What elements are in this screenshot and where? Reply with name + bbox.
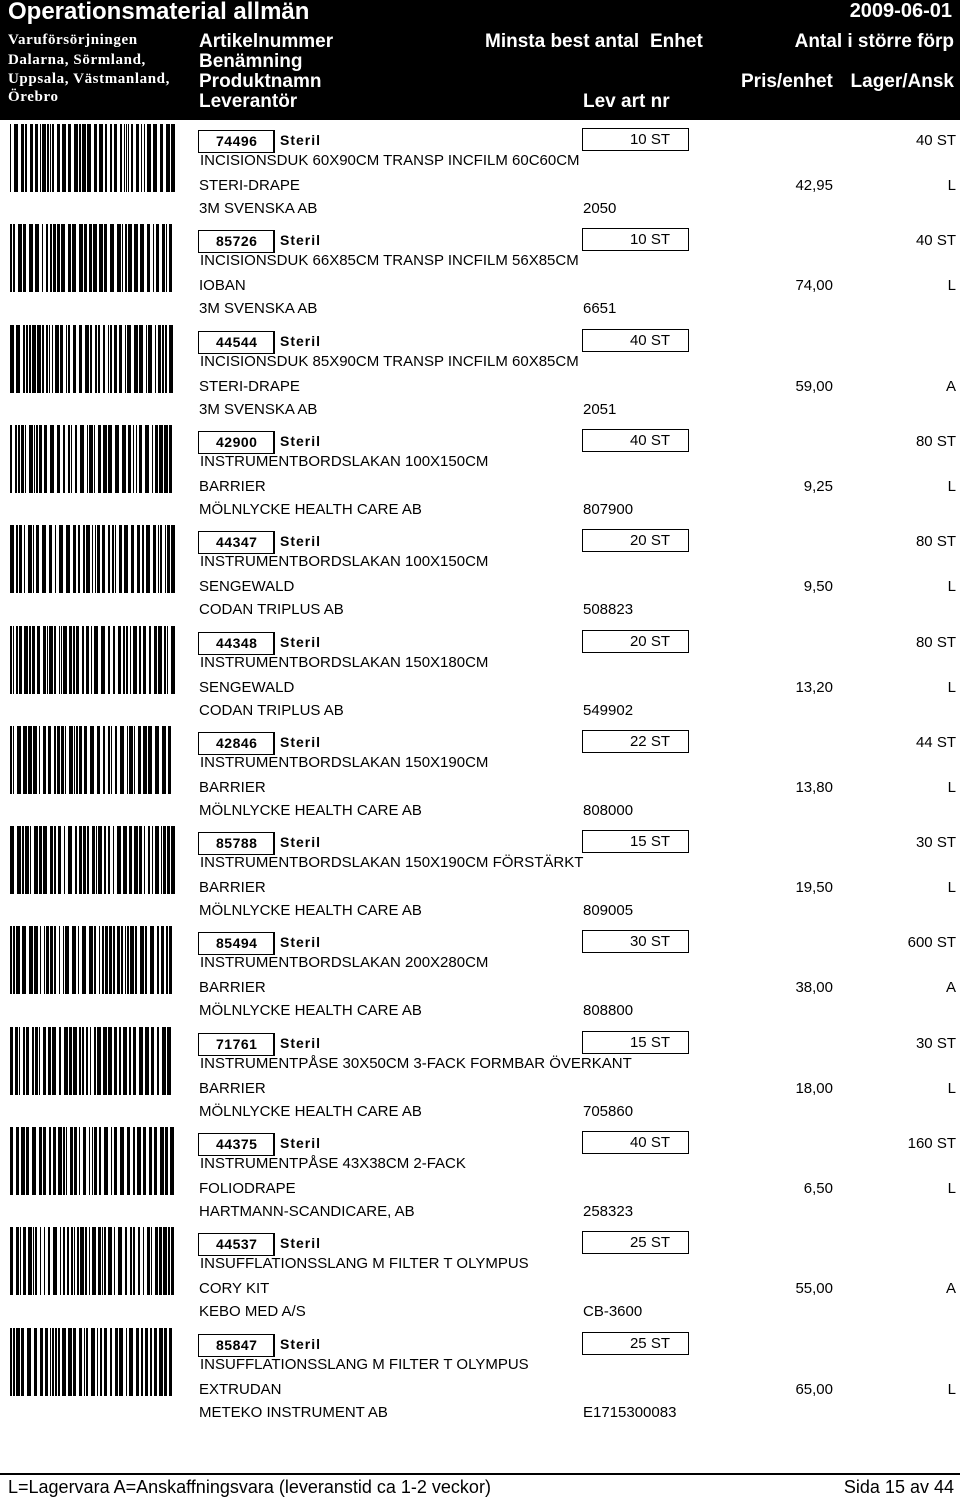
- supplier-article-number: CB-3600: [583, 1303, 643, 1321]
- product-row: [0, 1324, 960, 1424]
- supplier-name: 3M SVENSKA AB: [199, 300, 318, 318]
- page-footer: [0, 1473, 960, 1499]
- article-number-box: [198, 1233, 275, 1256]
- larger-pack-quantity: 40 ST: [915, 132, 956, 149]
- product-name: IOBAN: [199, 277, 246, 295]
- larger-pack-quantity: 30 ST: [915, 1034, 956, 1052]
- supplier-name: MÖLNLYCKE HEALTH CARE AB: [199, 1102, 422, 1120]
- min-order-box: [582, 1131, 689, 1154]
- min-order-quantity: 10 ST: [629, 231, 670, 249]
- stock-type: L: [947, 578, 956, 596]
- min-order-box: [582, 429, 689, 452]
- article-number: 71761: [216, 1035, 258, 1052]
- supplier-article-number: E1715300083: [583, 1403, 677, 1421]
- supplier-article-number: 807900: [583, 500, 634, 518]
- supplier-article-number: 808000: [583, 801, 634, 819]
- unit-price: 55,00: [795, 1280, 833, 1298]
- unit-price: 9,50: [803, 578, 833, 596]
- stock-type: A: [945, 377, 956, 395]
- supplier-name: KEBO MED A/S: [199, 1303, 306, 1321]
- min-order-quantity: 40 ST: [629, 431, 670, 449]
- article-number-box: [198, 1133, 275, 1156]
- unit-price: 74,00: [795, 277, 833, 295]
- article-number: 85494: [216, 935, 258, 952]
- min-order-box: [582, 228, 689, 251]
- footer-legend: L=Lagervara A=Anskaffningsvara (leveranstid ca 1-2 veckor): [8, 1477, 491, 1497]
- col-produktnamn: Produktnamn: [199, 71, 322, 92]
- sterile-label: Steril: [280, 533, 322, 550]
- product-description: INSUFFLATIONSSLANG M FILTER T OLYMPUS: [200, 1255, 529, 1273]
- supplier-article-number: 549902: [583, 701, 634, 719]
- product-name: STERI-DRAPE: [199, 177, 300, 194]
- supplier-article-number: 258323: [583, 1203, 634, 1220]
- article-number-box: [198, 230, 275, 253]
- product-name: STERI-DRAPE: [199, 377, 300, 395]
- barcode-icon: [10, 224, 175, 292]
- unit-price: 42,95: [795, 177, 833, 194]
- sterile-label: Steril: [280, 834, 322, 851]
- article-number-box: [198, 1334, 275, 1357]
- larger-pack-quantity: 30 ST: [915, 834, 956, 852]
- article-number: 42900: [216, 433, 258, 450]
- stock-type: L: [947, 678, 956, 696]
- barcode-icon: [10, 124, 175, 192]
- supplier-name: MÖLNLYCKE HEALTH CARE AB: [199, 1002, 422, 1020]
- barcode-icon: [10, 626, 175, 694]
- supplier-article-number: 6651: [583, 300, 617, 318]
- min-order-quantity: 15 ST: [629, 1033, 670, 1051]
- col-benamning: Benämning: [199, 51, 303, 72]
- article-number-box: [198, 832, 275, 855]
- col-leverantor: Leverantör: [199, 91, 298, 112]
- min-order-quantity: 25 ST: [629, 1234, 670, 1252]
- product-description: INCISIONSDUK 66X85CM TRANSP INCFILM 56X85CM: [200, 252, 579, 270]
- unit-price: 65,00: [795, 1380, 833, 1398]
- product-description: INCISIONSDUK 60X90CM TRANSP INCFILM 60C60CM: [200, 152, 580, 169]
- barcode-icon: [10, 726, 175, 794]
- product-row: [0, 421, 960, 521]
- min-order-quantity: 20 ST: [629, 632, 670, 650]
- product-name: EXTRUDAN: [199, 1380, 282, 1398]
- product-description: INSTRUMENTBORDSLAKAN 150X190CM FÖRSTÄRKT: [200, 854, 584, 872]
- stock-type: L: [947, 1079, 956, 1097]
- article-number: 85788: [216, 835, 258, 852]
- product-name: BARRIER: [199, 979, 266, 997]
- barcode-icon: [10, 926, 175, 994]
- article-number: 74496: [216, 133, 258, 149]
- supplier-name: 3M SVENSKA AB: [199, 200, 318, 217]
- article-number: 44375: [216, 1136, 258, 1152]
- larger-pack-quantity: 80 ST: [915, 633, 956, 651]
- product-name: CORY KIT: [199, 1280, 270, 1298]
- page-date: 2009-06-01: [849, 0, 952, 22]
- product-row: [0, 321, 960, 421]
- article-number: 44347: [216, 534, 258, 551]
- product-row: [0, 120, 960, 220]
- product-name: BARRIER: [199, 1079, 266, 1097]
- supplier-article-number: 809005: [583, 902, 634, 920]
- col-antal-storre-forp: Antal i större förp: [794, 31, 954, 52]
- sterile-label: Steril: [280, 934, 322, 951]
- unit-price: 59,00: [795, 377, 833, 395]
- article-number-box: [198, 331, 275, 354]
- article-number-box: [198, 431, 275, 454]
- article-number-box: [198, 932, 275, 955]
- min-order-quantity: 25 ST: [629, 1334, 670, 1352]
- min-order-quantity: 40 ST: [629, 331, 670, 349]
- sterile-label: Steril: [280, 633, 322, 650]
- article-number-box: [198, 632, 275, 655]
- supplier-article-number: 508823: [583, 601, 634, 619]
- article-number-box: [198, 130, 275, 153]
- barcode-icon: [10, 325, 175, 393]
- unit-price: 19,50: [795, 879, 833, 897]
- col-lev-art-nr: Lev art nr: [583, 91, 670, 112]
- supplier-name: MÖLNLYCKE HEALTH CARE AB: [199, 902, 422, 920]
- min-order-box: [582, 1332, 689, 1355]
- min-order-quantity: 22 ST: [629, 732, 670, 750]
- sterile-label: Steril: [280, 332, 322, 349]
- region-line-4: Örebro: [8, 89, 59, 105]
- sterile-label: Steril: [280, 232, 322, 249]
- region-line-1: Varuförsörjningen: [8, 32, 138, 48]
- min-order-quantity: 10 ST: [629, 131, 670, 148]
- unit-price: 6,50: [803, 1180, 833, 1197]
- sterile-label: Steril: [280, 1235, 322, 1252]
- sterile-label: Steril: [280, 1034, 322, 1051]
- article-number: 85726: [216, 233, 258, 250]
- product-row: [0, 521, 960, 621]
- min-order-box: [582, 529, 689, 552]
- product-name: SENGEWALD: [199, 578, 295, 596]
- supplier-article-number: 705860: [583, 1102, 634, 1120]
- supplier-name: MÖLNLYCKE HEALTH CARE AB: [199, 500, 422, 518]
- product-row: [0, 722, 960, 822]
- min-order-box: [582, 1031, 689, 1054]
- min-order-box: [582, 329, 689, 352]
- col-enhet: Enhet: [650, 31, 703, 52]
- unit-price: 38,00: [795, 979, 833, 997]
- stock-type: L: [947, 778, 956, 796]
- product-row: [0, 822, 960, 922]
- product-description: INSUFFLATIONSSLANG M FILTER T OLYMPUS: [200, 1355, 529, 1373]
- product-description: INSTRUMENTPÅSE 43X38CM 2-FACK: [200, 1155, 466, 1172]
- unit-price: 13,80: [795, 778, 833, 796]
- stock-type: L: [947, 1380, 956, 1398]
- region-line-3: Uppsala, Västmanland,: [8, 71, 170, 87]
- article-number: 44348: [216, 634, 258, 651]
- barcode-icon: [10, 425, 175, 493]
- supplier-article-number: 808800: [583, 1002, 634, 1020]
- article-number: 42846: [216, 734, 258, 751]
- sterile-label: Steril: [280, 1335, 322, 1352]
- larger-pack-quantity: 80 ST: [915, 533, 956, 551]
- min-order-box: [582, 830, 689, 853]
- larger-pack-quantity: 44 ST: [915, 733, 956, 751]
- supplier-name: CODAN TRIPLUS AB: [199, 701, 344, 719]
- product-row: [0, 622, 960, 722]
- product-description: INSTRUMENTBORDSLAKAN 150X180CM: [200, 653, 489, 671]
- min-order-box: [582, 630, 689, 653]
- sterile-label: Steril: [280, 733, 322, 750]
- col-minsta-best-antal: Minsta best antal: [485, 31, 640, 52]
- region-line-2: Dalarna, Sörmland,: [8, 52, 146, 68]
- supplier-article-number: 2051: [583, 400, 617, 418]
- article-number-box: [198, 1033, 275, 1056]
- barcode-icon: [10, 1227, 175, 1295]
- supplier-name: METEKO INSTRUMENT AB: [199, 1403, 388, 1421]
- product-description: INSTRUMENTBORDSLAKAN 150X190CM: [200, 753, 489, 771]
- larger-pack-quantity: 600 ST: [907, 934, 956, 952]
- barcode-icon: [10, 525, 175, 593]
- article-number: 44544: [216, 333, 258, 350]
- col-lager-ansk: Lager/Ansk: [850, 71, 954, 92]
- supplier-article-number: 2050: [583, 200, 617, 217]
- page-header: [0, 0, 960, 120]
- supplier-name: 3M SVENSKA AB: [199, 400, 318, 418]
- product-name: SENGEWALD: [199, 678, 295, 696]
- stock-type: L: [947, 277, 956, 295]
- product-name: BARRIER: [199, 879, 266, 897]
- min-order-quantity: 20 ST: [629, 532, 670, 550]
- product-row: [0, 922, 960, 1022]
- min-order-quantity: 15 ST: [629, 833, 670, 851]
- product-description: INSTRUMENTPÅSE 30X50CM 3-FACK FORMBAR ÖVERKANT: [200, 1054, 632, 1072]
- product-name: BARRIER: [199, 778, 266, 796]
- product-row: [0, 220, 960, 320]
- stock-type: L: [947, 477, 956, 495]
- barcode-icon: [10, 826, 175, 894]
- product-description: INCISIONSDUK 85X90CM TRANSP INCFILM 60X85CM: [200, 352, 579, 370]
- product-name: FOLIODRAPE: [199, 1180, 296, 1197]
- product-description: INSTRUMENTBORDSLAKAN 200X280CM: [200, 954, 489, 972]
- product-row: [0, 1123, 960, 1223]
- col-pris-enhet: Pris/enhet: [741, 71, 833, 92]
- min-order-box: [582, 1231, 689, 1254]
- unit-price: 18,00: [795, 1079, 833, 1097]
- stock-type: L: [947, 879, 956, 897]
- article-number-box: [198, 531, 275, 554]
- col-artikelnummer: Artikelnummer: [199, 31, 334, 52]
- article-number-box: [198, 732, 275, 755]
- min-order-box: [582, 730, 689, 753]
- page-title: Operationsmaterial allmän: [8, 0, 310, 25]
- article-number: 85847: [216, 1336, 258, 1353]
- product-description: INSTRUMENTBORDSLAKAN 100X150CM: [200, 553, 489, 571]
- larger-pack-quantity: 160 ST: [907, 1135, 956, 1152]
- supplier-name: CODAN TRIPLUS AB: [199, 601, 344, 619]
- footer-page-number: Sida 15 av 44: [843, 1477, 954, 1497]
- sterile-label: Steril: [280, 132, 322, 148]
- larger-pack-quantity: 80 ST: [915, 432, 956, 450]
- product-name: BARRIER: [199, 477, 266, 495]
- stock-type: L: [947, 177, 956, 194]
- article-number: 44537: [216, 1236, 258, 1253]
- stock-type: A: [945, 979, 956, 997]
- sterile-label: Steril: [280, 1135, 322, 1151]
- product-row: [0, 1023, 960, 1123]
- unit-price: 9,25: [803, 477, 833, 495]
- min-order-box: [582, 930, 689, 953]
- stock-type: L: [947, 1180, 956, 1197]
- min-order-quantity: 40 ST: [629, 1134, 670, 1151]
- stock-type: A: [945, 1280, 956, 1298]
- product-description: INSTRUMENTBORDSLAKAN 100X150CM: [200, 452, 489, 470]
- min-order-box: [582, 128, 689, 151]
- sterile-label: Steril: [280, 432, 322, 449]
- supplier-name: HARTMANN-SCANDICARE, AB: [199, 1203, 415, 1220]
- min-order-quantity: 30 ST: [629, 933, 670, 951]
- unit-price: 13,20: [795, 678, 833, 696]
- barcode-icon: [10, 1328, 175, 1396]
- larger-pack-quantity: 40 ST: [915, 232, 956, 250]
- barcode-icon: [10, 1127, 175, 1195]
- product-row: [0, 1223, 960, 1323]
- supplier-name: MÖLNLYCKE HEALTH CARE AB: [199, 801, 422, 819]
- barcode-icon: [10, 1027, 175, 1095]
